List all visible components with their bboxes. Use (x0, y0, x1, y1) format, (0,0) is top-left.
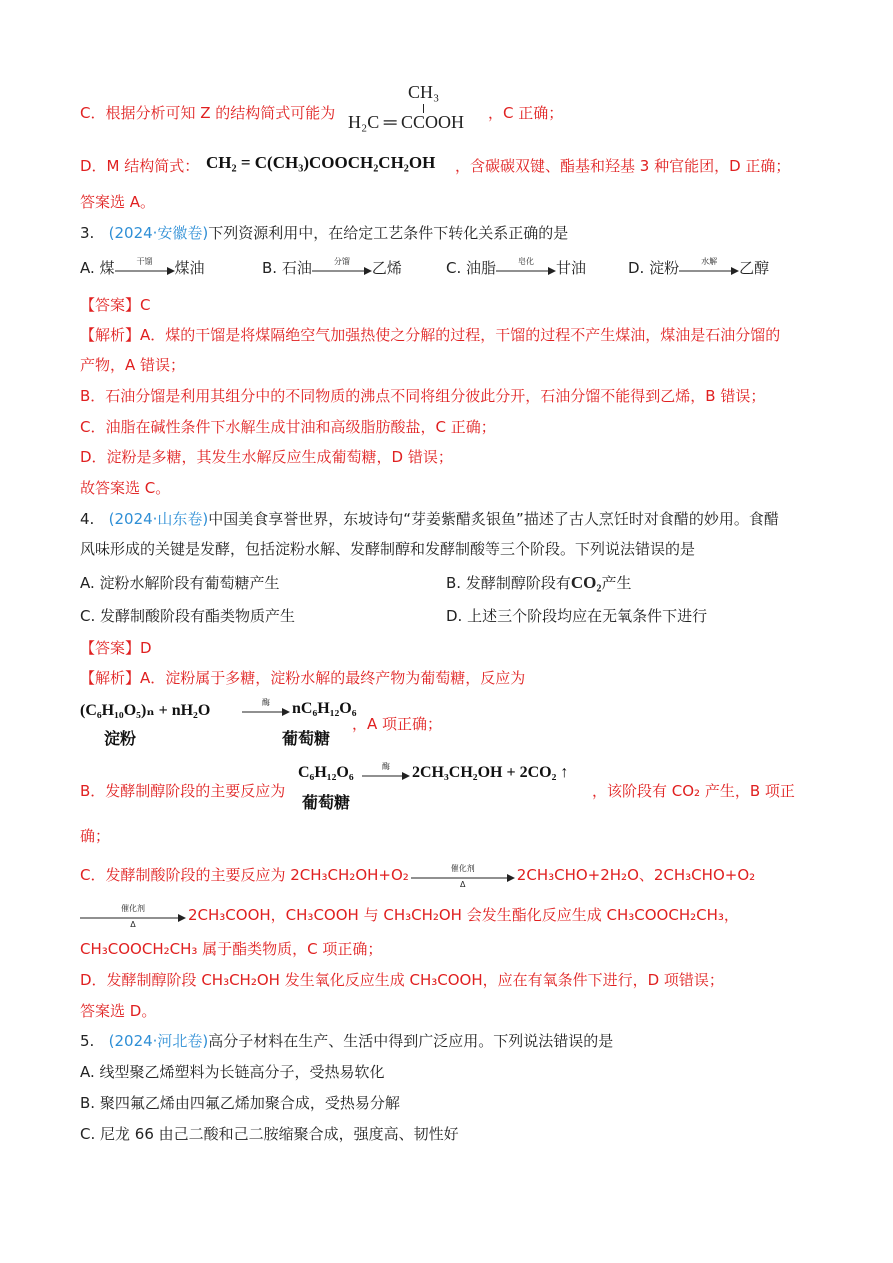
q2-c-structure (348, 82, 488, 138)
q3-source: (2024·安徽卷) (108, 224, 209, 242)
q3-option-b: B. 石油 分馏 乙烯 (262, 256, 402, 277)
q5-source: (2024·河北卷) (108, 1032, 209, 1050)
q3-option-a: A. 煤 干馏 煤油 (80, 256, 205, 277)
reaction-arrow-icon: 分馏 (312, 261, 372, 277)
q3-analysis-b: B．石油分馏是利用其组分中的不同物质的沸点不同将组分彼此分开，石油分馏不能得到乙烯，B 错误； (80, 387, 766, 405)
q4-analysis-c3: CH₃COOCH₂CH₃ 属于酯类物质，C 项正确； (80, 940, 383, 958)
q2-conclusion: 答案选 A。 (80, 193, 156, 211)
reaction-arrow-icon: 催化剂 Δ (411, 868, 515, 884)
reaction-arrow-icon: 酶 (362, 766, 410, 782)
q2-analysis-c: C．根据分析可知 Z 的结构简式可能为 (80, 104, 336, 122)
q5-stem-line: 5. (2024·河北卷)高分子材料在生产、生活中得到广泛应用。下列说法错误的是 (80, 1032, 614, 1050)
q5-option-c: C. 尼龙 66 由己二酸和己二胺缩聚合成，强度高、韧性好 (80, 1125, 459, 1143)
q4-stem-line2: 风味形成的关键是发酵，包括淀粉水解、发酵制醇和发酵制酸等三个阶段。下列说法错误的是 (80, 540, 696, 558)
reaction-arrow-icon: 催化剂 Δ (80, 908, 186, 924)
q3-option-d: D. 淀粉 水解 乙醇 (628, 256, 770, 277)
q4-option-d: D. 上述三个阶段均应在无氧条件下进行 (446, 607, 708, 625)
q4-b-tail: ，该阶段有 CO₂ 产生，B 项正 (592, 782, 795, 800)
reaction-arrow-icon: 水解 (679, 261, 739, 277)
q3-analysis-d: D．淀粉是多糖，其发生水解反应生成葡萄糖，D 错误； (80, 448, 453, 466)
q4-eq1-tail: ，A 项正确； (352, 715, 443, 733)
q4-analysis-d: D．发酵制醇阶段 CH₃CH₂OH 发生氧化反应生成 CH₃COOH，应在有氧条件下进行，D 项错误； (80, 971, 724, 989)
q2-d-tail: ，含碳碳双键、酯基和羟基 3 种官能团，D 正确； (455, 157, 791, 175)
reaction-arrow-icon: 皂化 (496, 261, 556, 277)
q5-option-a: A. 线型聚乙烯塑料为长链高分子，受热易软化 (80, 1063, 385, 1081)
q4-b-end: 确； (80, 827, 111, 845)
q4-conclusion: 答案选 D。 (80, 1002, 157, 1020)
q3-option-c: C. 油脂 皂化 甘油 (446, 256, 587, 277)
q3-analysis-a1: 【解析】A．煤的干馏是将煤隔绝空气加强热使之分解的过程，干馏的过程不产生煤油，煤油是石油分馏的 (80, 326, 781, 344)
reaction-arrow-icon: 酶 (242, 702, 290, 718)
q3-answer: 【答案】C (80, 296, 151, 314)
q3-analysis-c: C．油脂在碱性条件下水解生成甘油和高级脂肪酸盐，C 正确； (80, 418, 496, 436)
q3-stem-line: 3. (2024·安徽卷)下列资源利用中，在给定工艺条件下转化关系正确的是 (80, 224, 569, 242)
main-chain: H₂C ═ CCOOH (348, 112, 465, 132)
q4-equation-1: (C₆H₁₀O₅)ₙ + nH₂O 酶 nC₆H₁₂O₆ 淀粉 葡萄糖 (80, 698, 357, 748)
q4-analysis-c2: 催化剂 Δ 2CH₃COOH，CH₃COOH 与 CH₃CH₂OH 会发生酯化反应生成 CH₃COOCH₂CH₃， (80, 905, 739, 925)
q4-option-b: B. 发酵制醇阶段有CO₂产生 (446, 573, 632, 592)
q3-analysis-a2: 产物，A 错误； (80, 356, 186, 374)
q2-d-formula: CH₂ = C(CH₃)COOCH₂CH₂OH (206, 153, 436, 172)
q4-analysis-a: 【解析】A．淀粉属于多糖，淀粉水解的最终产物为葡萄糖，反应为 (80, 669, 526, 687)
q4-option-c: C. 发酵制酸阶段有酯类物质产生 (80, 607, 296, 625)
q5-option-b: B. 聚四氟乙烯由四氟乙烯加聚合成，受热易分解 (80, 1094, 400, 1112)
q4-equation-2: C₆H₁₂O₆ 葡萄糖 酶 2CH₃CH₂OH + 2CO₂ ↑ (298, 762, 569, 812)
q4-option-a: A. 淀粉水解阶段有葡萄糖产生 (80, 574, 280, 592)
q2-analysis-d: D．M 结构简式： (80, 157, 200, 175)
q4-source: (2024·山东卷) (108, 510, 209, 528)
q4-analysis-c1: C．发酵制酸阶段的主要反应为 2CH₃CH₂OH+O₂ 催化剂 Δ 2CH₃CHO+2H₂O、2CH₃CHO+O₂ (80, 863, 756, 889)
q4-stem-line1: 4. (2024·山东卷)中国美食享誉世界，东坡诗句“芽姜紫醋炙银鱼”描述了古人烹饪时对食醋的妙用。食醋 (80, 510, 779, 528)
reaction-arrow-icon: 干馏 (115, 261, 175, 277)
q2-c-tail: ，C 正确； (488, 104, 564, 122)
q3-conclusion: 故答案选 C。 (80, 479, 171, 497)
methyl-group: CH₃ (408, 82, 440, 102)
q4-answer: 【答案】D (80, 639, 152, 657)
q4-analysis-b: B．发酵制醇阶段的主要反应为 (80, 782, 286, 800)
